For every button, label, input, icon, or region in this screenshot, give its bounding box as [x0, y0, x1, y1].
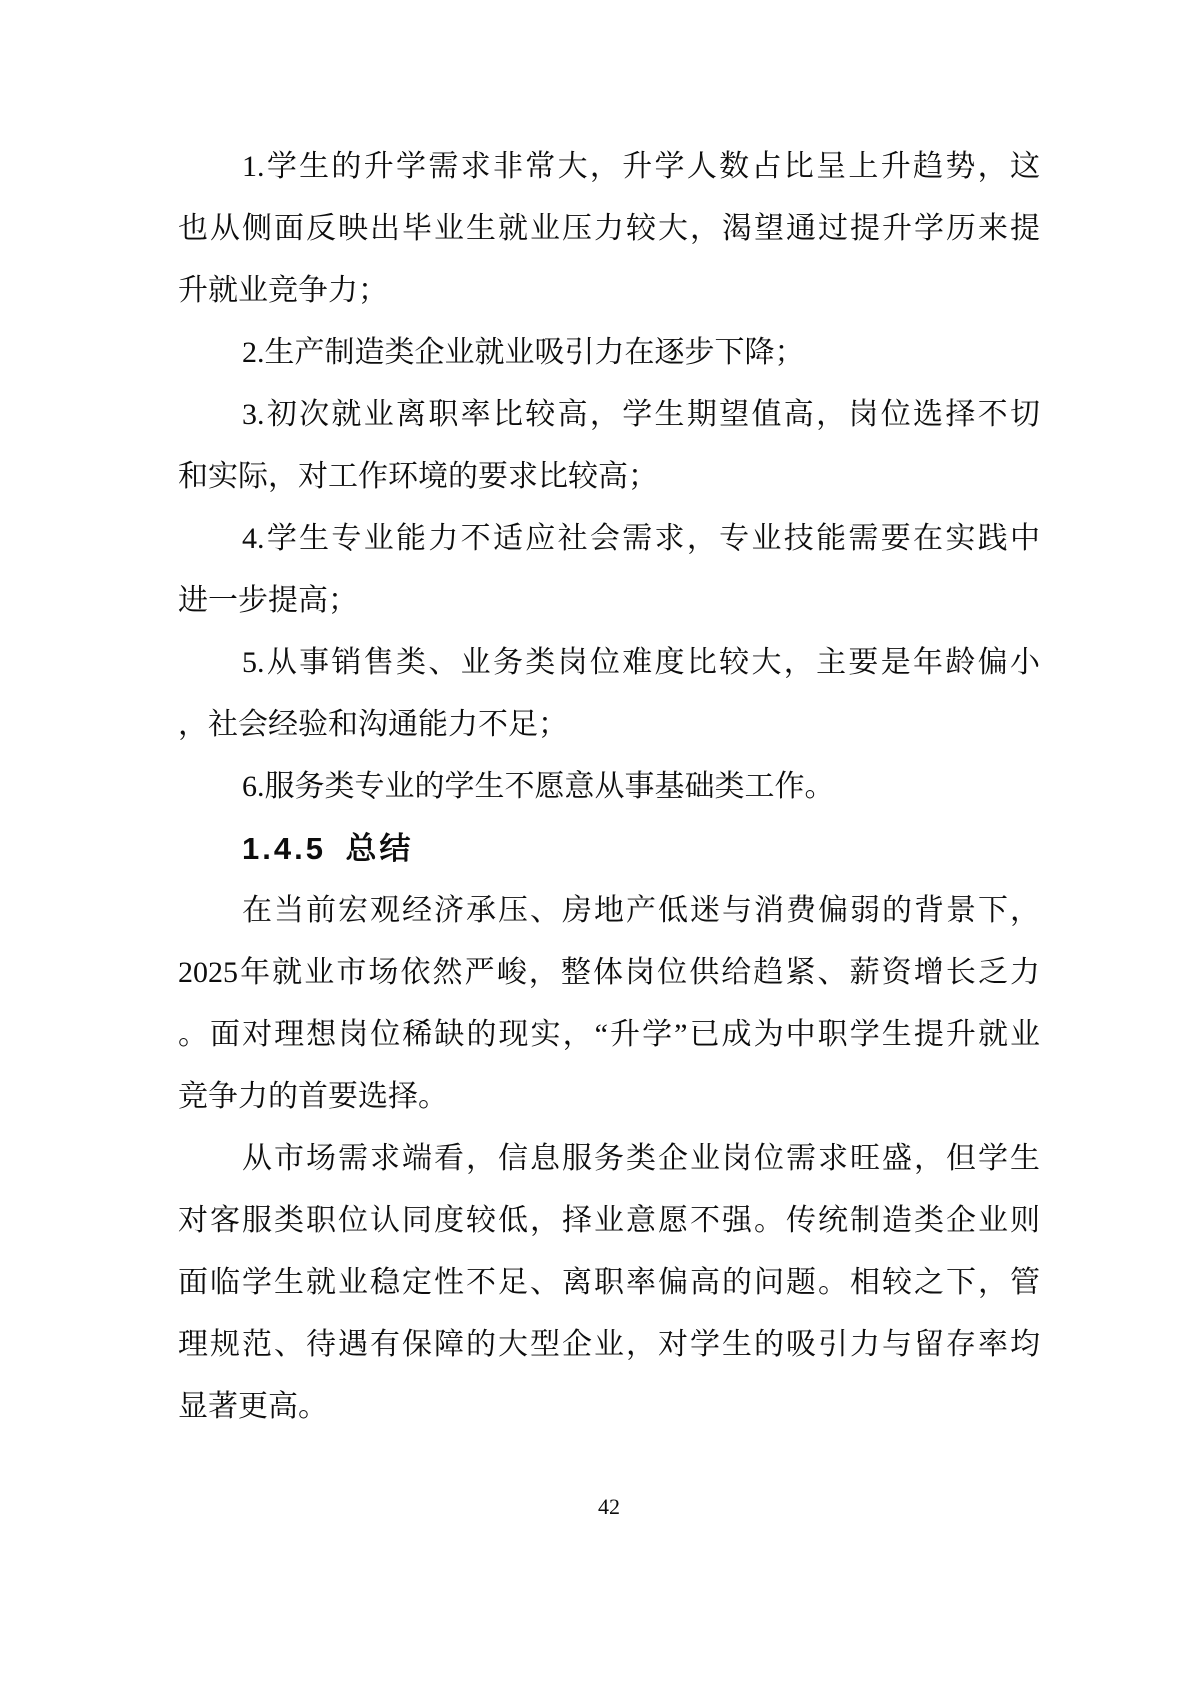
list-item-5-line-1: 5.从事销售类、业务类岗位难度比较大，主要是年龄偏小 [242, 646, 1040, 679]
list-item-1-line-2: 也从侧面反映出毕业生就业压力较大，渴望通过提升学历来提 [178, 212, 1040, 245]
section-heading: 1.4.5 总结 [242, 831, 414, 866]
page-number: 42 [598, 1494, 620, 1519]
paragraph-2-line-2: 对客服类职位认同度较低，择业意愿不强。传统制造类企业则 [178, 1204, 1040, 1237]
list-item-1-line-3: 升就业竞争力； [178, 274, 388, 307]
paragraph-1-line-4: 竞争力的首要选择。 [178, 1080, 448, 1113]
paragraph-1-line-2: 2025年就业市场依然严峻，整体岗位供给趋紧、薪资增长乏力 [178, 956, 1040, 989]
list-item-2-line-1: 2.生产制造类企业就业吸引力在逐步下降； [242, 336, 805, 369]
list-item-3-line-2: 和实际，对工作环境的要求比较高； [178, 460, 658, 493]
paragraph-2-line-4: 理规范、待遇有保障的大型企业，对学生的吸引力与留存率均 [178, 1328, 1040, 1361]
paragraph-1-line-3: 。面对理想岗位稀缺的现实，“升学”已成为中职学生提升就业 [178, 1018, 1040, 1051]
paragraph-1-line-1: 在当前宏观经济承压、房地产低迷与消费偏弱的背景下， [242, 894, 1040, 927]
list-item-4-line-2: 进一步提高； [178, 584, 358, 617]
list-item-4-line-1: 4.学生专业能力不适应社会需求，专业技能需要在实践中 [242, 522, 1040, 555]
document-body [178, 136, 1040, 1438]
list-item-6-line-1: 6.服务类专业的学生不愿意从事基础类工作。 [242, 770, 835, 803]
paragraph-2-line-1: 从市场需求端看，信息服务类企业岗位需求旺盛，但学生 [242, 1142, 1040, 1175]
paragraph-2-line-3: 面临学生就业稳定性不足、离职率偏高的问题。相较之下，管 [178, 1266, 1040, 1299]
paragraph-2-line-5: 显著更高。 [178, 1390, 328, 1423]
list-item-1-line-1: 1.学生的升学需求非常大，升学人数占比呈上升趋势，这 [242, 150, 1040, 183]
list-item-5-line-2: ，社会经验和沟通能力不足； [178, 708, 568, 741]
list-item-3-line-1: 3.初次就业离职率比较高，学生期望值高，岗位选择不切 [242, 398, 1040, 431]
